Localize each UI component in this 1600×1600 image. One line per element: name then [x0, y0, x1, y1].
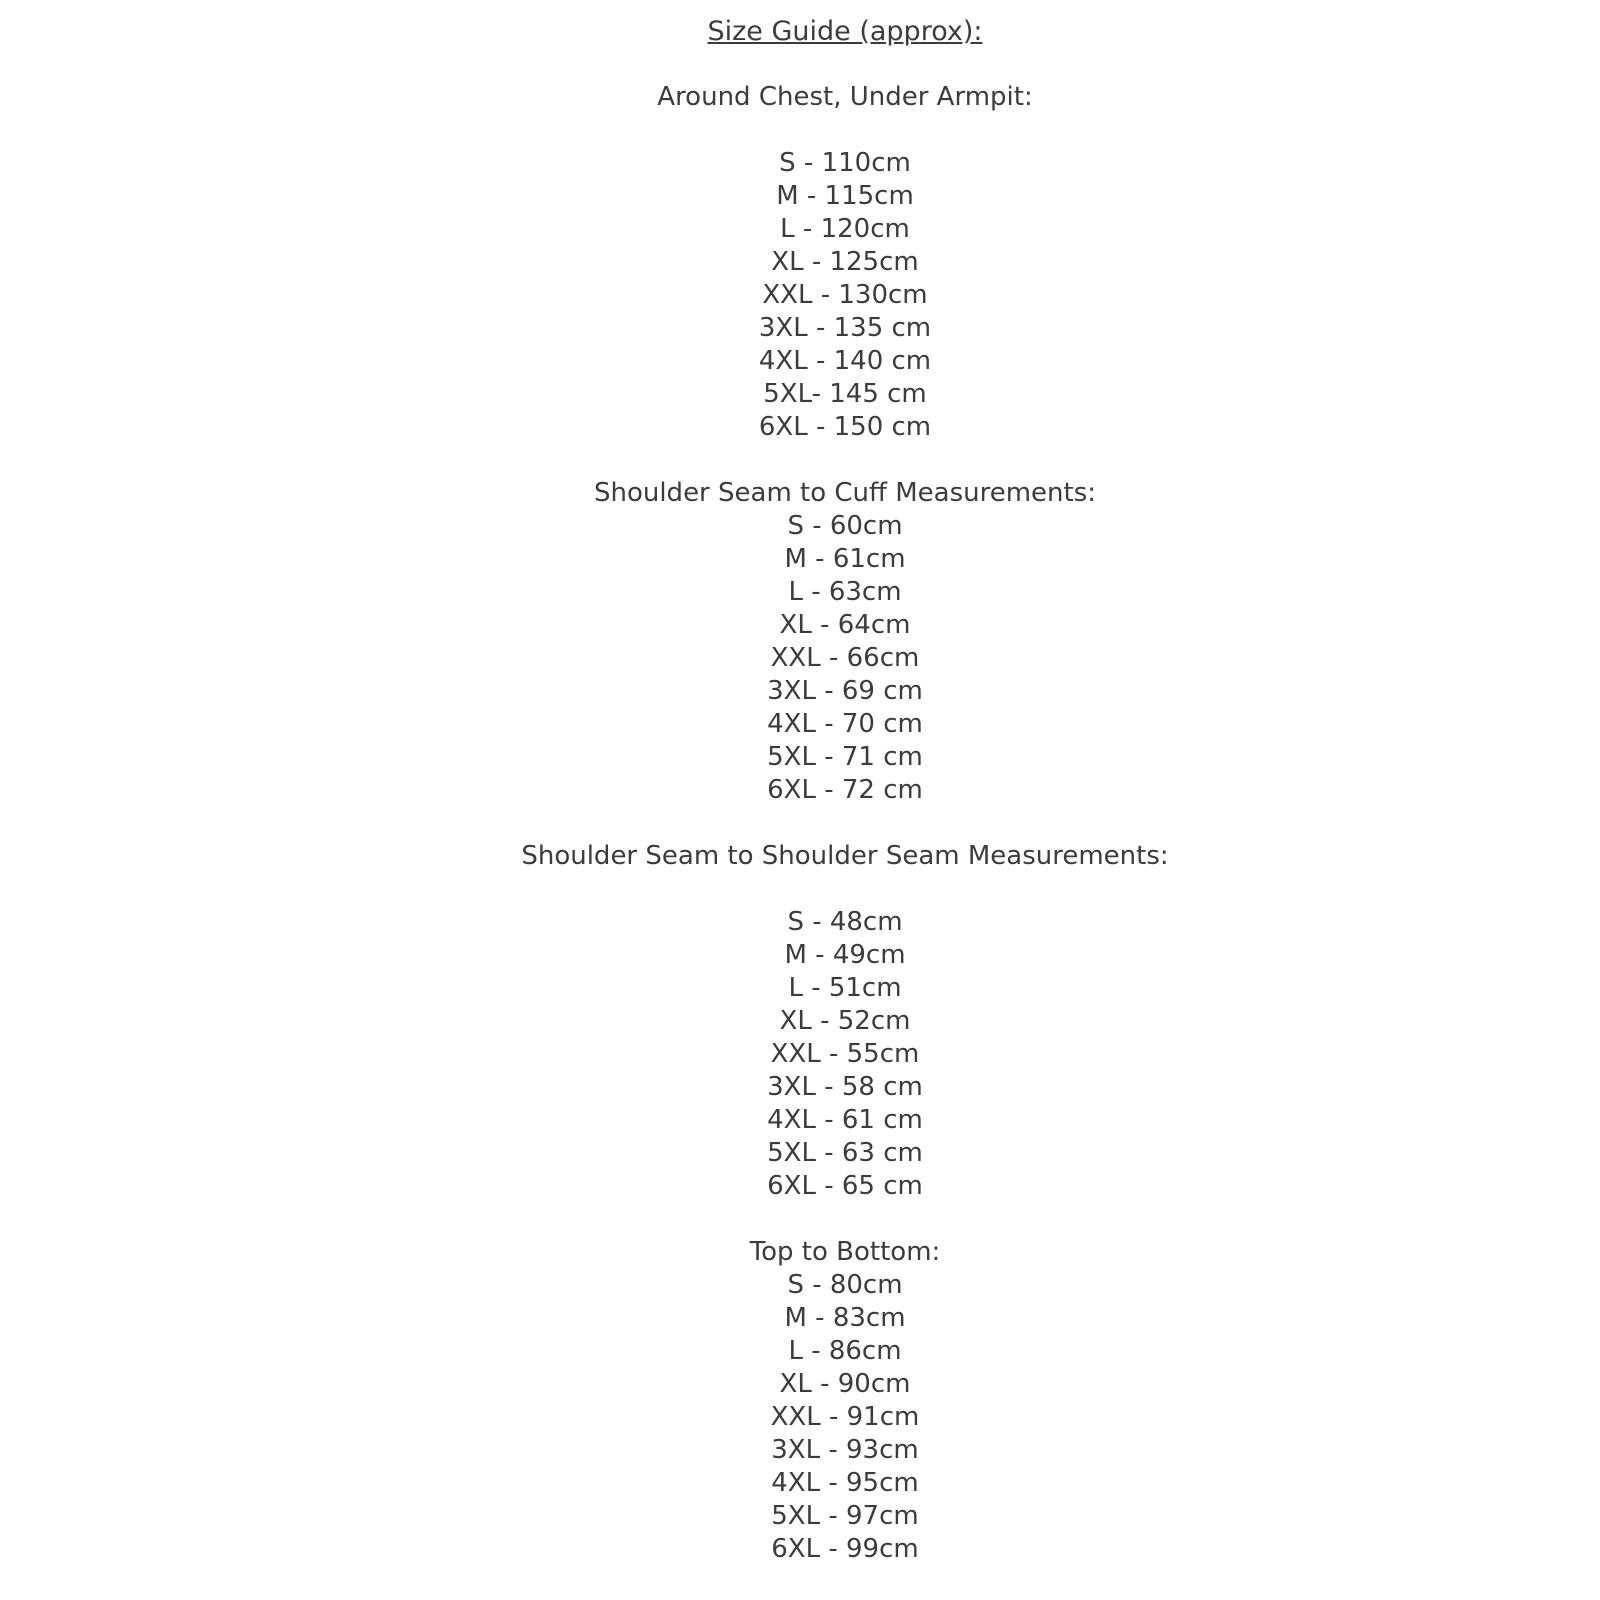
size-row: M - 115cm: [776, 181, 914, 211]
size-row: M - 83cm: [784, 1303, 906, 1333]
size-guide-document: [90, 0, 1600, 1566]
section-top-to-bottom: [90, 1236, 1600, 1566]
size-row: XL - 125cm: [771, 247, 919, 277]
size-row: L - 86cm: [788, 1336, 902, 1366]
size-list-shoulder-to-shoulder: [90, 906, 1600, 1203]
section-heading-shoulder-to-shoulder: Shoulder Seam to Shoulder Seam Measurements:: [521, 841, 1169, 871]
size-row: S - 80cm: [787, 1270, 903, 1300]
size-row: L - 120cm: [780, 214, 910, 244]
section-shoulder-to-shoulder: [90, 840, 1600, 1203]
size-row: S - 60cm: [787, 511, 903, 541]
size-row: XL - 90cm: [779, 1369, 911, 1399]
size-row: 3XL - 135 cm: [758, 313, 932, 343]
size-list-top-to-bottom: [90, 1269, 1600, 1566]
section-heading-top-to-bottom: Top to Bottom:: [749, 1237, 941, 1267]
size-list-around-chest: [90, 147, 1600, 444]
size-row: 4XL - 140 cm: [758, 346, 932, 376]
size-row: S - 110cm: [779, 148, 911, 178]
page-title: Size Guide (approx):: [707, 16, 983, 47]
size-row: 5XL - 63 cm: [767, 1138, 923, 1168]
section-shoulder-to-cuff: [90, 477, 1600, 807]
section-around-chest: [90, 81, 1600, 444]
section-heading-shoulder-to-cuff: Shoulder Seam to Cuff Measurements:: [593, 478, 1097, 508]
size-row: 4XL - 95cm: [771, 1468, 919, 1498]
size-row: 4XL - 70 cm: [767, 709, 923, 739]
size-row: 6XL - 150 cm: [758, 412, 932, 442]
size-list-shoulder-to-cuff: [90, 510, 1600, 807]
size-row: 6XL - 65 cm: [767, 1171, 923, 1201]
size-row: XXL - 66cm: [770, 643, 920, 673]
size-row: 5XL - 71 cm: [767, 742, 923, 772]
size-row: 3XL - 69 cm: [767, 676, 923, 706]
size-row: XXL - 55cm: [770, 1039, 920, 1069]
size-row: M - 61cm: [784, 544, 906, 574]
size-row: S - 48cm: [787, 907, 903, 937]
size-row: M - 49cm: [784, 940, 906, 970]
size-row: 3XL - 58 cm: [767, 1072, 923, 1102]
size-row: L - 51cm: [788, 973, 902, 1003]
size-row: 5XL- 145 cm: [763, 379, 927, 409]
size-row: 5XL - 97cm: [771, 1501, 919, 1531]
size-row: 3XL - 93cm: [771, 1435, 919, 1465]
size-row: XL - 52cm: [779, 1006, 911, 1036]
size-row: 4XL - 61 cm: [767, 1105, 923, 1135]
section-heading-around-chest: Around Chest, Under Armpit:: [657, 82, 1033, 112]
size-row: XXL - 91cm: [770, 1402, 920, 1432]
size-row: XXL - 130cm: [762, 280, 928, 310]
size-row: L - 63cm: [788, 577, 902, 607]
size-row: 6XL - 99cm: [771, 1534, 919, 1564]
size-row: 6XL - 72 cm: [767, 775, 923, 805]
size-row: XL - 64cm: [779, 610, 911, 640]
